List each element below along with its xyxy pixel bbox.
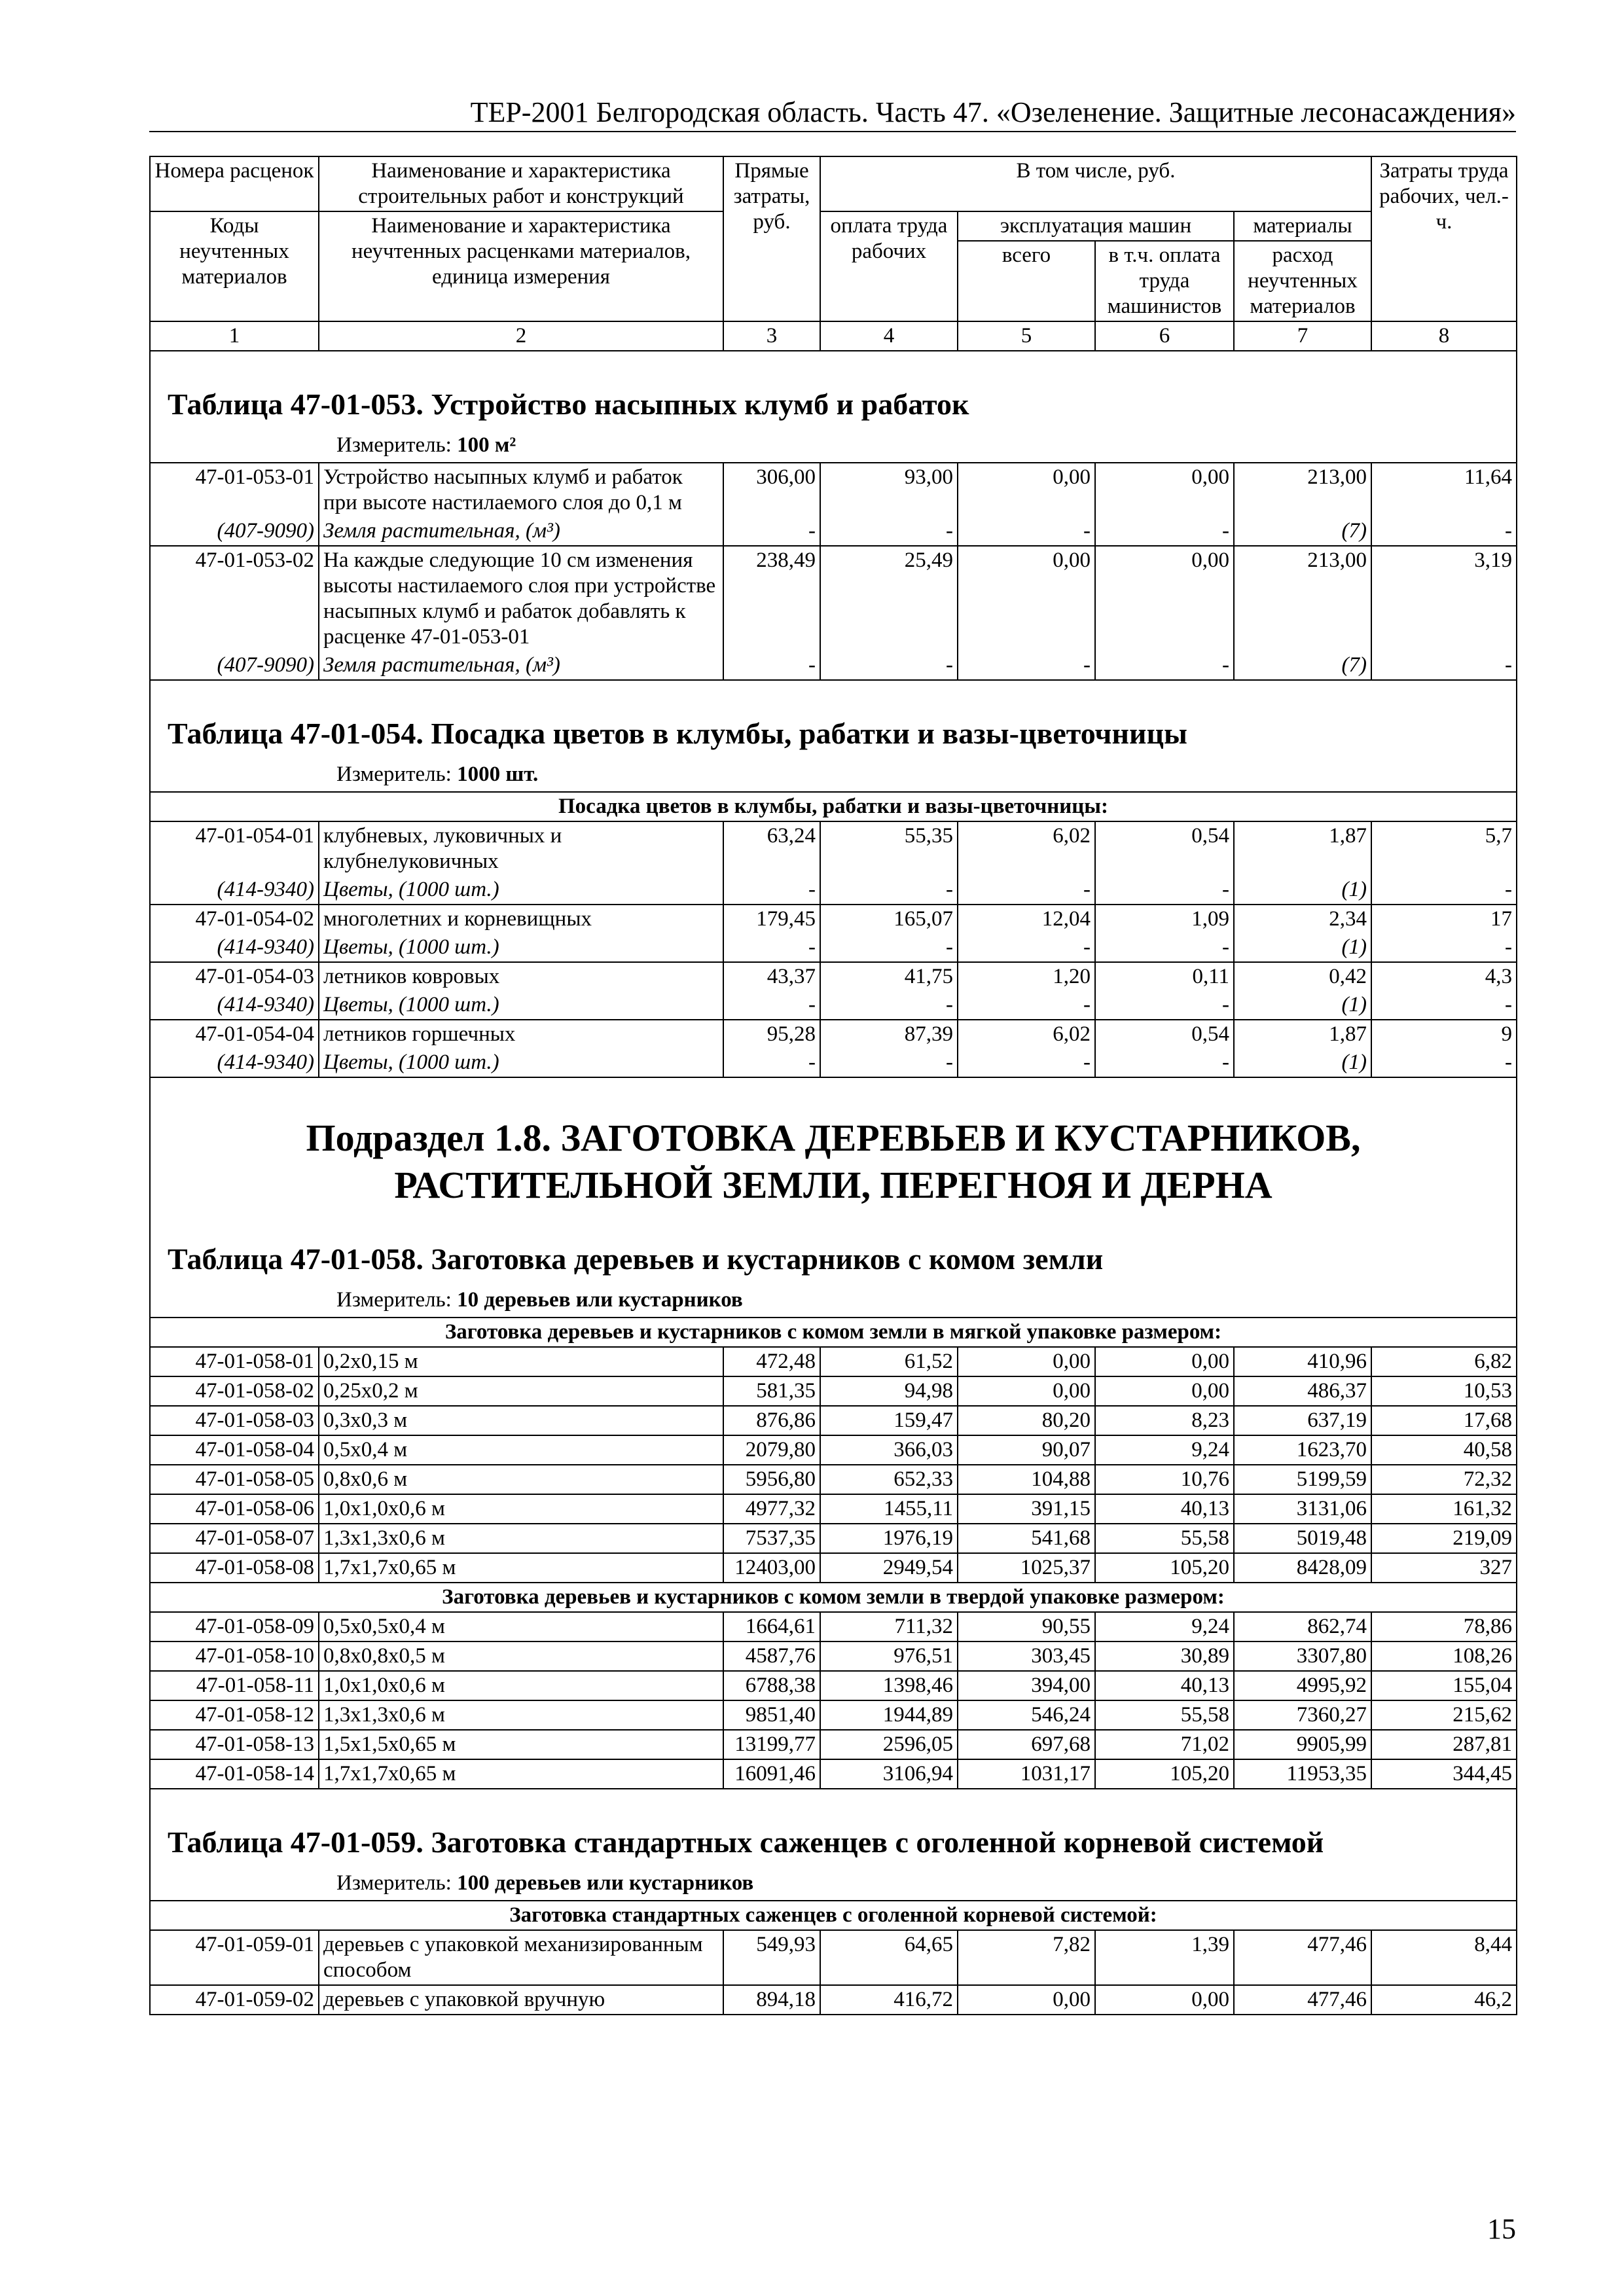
rate-code: 47-01-058-02: [150, 1376, 319, 1406]
direct-costs: 13199,77: [723, 1730, 820, 1759]
col-material-name-header: Наименование и характеристика неучтенных расценками материалов, единица измерения: [319, 211, 723, 321]
col-including-header: В том числе, руб.: [820, 156, 1371, 211]
worker-pay: 416,72: [820, 1985, 958, 2015]
col-work-name-header: Наименование и характеристика строительных работ и конструкций: [319, 156, 723, 211]
rate-code: 47-01-058-10: [150, 1641, 319, 1671]
col-number: 3: [723, 321, 820, 351]
rate-code: 47-01-058-01: [150, 1347, 319, 1376]
materials-cost: 3131,06: [1234, 1494, 1371, 1524]
rate-name: 1,3х1,3х0,6 м: [319, 1700, 723, 1730]
rate-code: 47-01-058-09: [150, 1612, 319, 1641]
table-row: [150, 1930, 1517, 1985]
table-row: [150, 1700, 1517, 1730]
table-row: [150, 1641, 1517, 1671]
machines-total: 0,00: [958, 1985, 1095, 2015]
table-row: [150, 1671, 1517, 1700]
rate-name: 0,5х0,4 м: [319, 1435, 723, 1465]
materials-cost: 410,96: [1234, 1347, 1371, 1376]
rate-sheet: [149, 156, 1516, 2015]
rate-name: деревьев с упаковкой механизированным способом: [319, 1930, 723, 1985]
machines-total: 0,00: [958, 1347, 1095, 1376]
labor-hours: 215,62: [1371, 1700, 1517, 1730]
table-row: 47-01-053-02 На каждые следующие 10 см изменения высоты настилаемого слоя при устройстве насыпных клумб и рабаток добавлять к расценке 47-01-053-01 238,49 25,49 0,00 0,00 213,00 3,19: [150, 546, 1517, 651]
rate-code: 47-01-058-13: [150, 1730, 319, 1759]
table-row: [150, 1612, 1517, 1641]
rate-code: 47-01-058-03: [150, 1406, 319, 1435]
machines-total: 1031,17: [958, 1759, 1095, 1789]
rate-code: 47-01-058-07: [150, 1524, 319, 1553]
direct-costs: 5956,80: [723, 1465, 820, 1494]
col-labor-hours-header: Затраты труда рабочих, чел.-ч.: [1371, 156, 1517, 321]
worker-pay: 711,32: [820, 1612, 958, 1641]
rate-code: 47-01-058-04: [150, 1435, 319, 1465]
materials-cost: 5019,48: [1234, 1524, 1371, 1553]
machinist-pay: 30,89: [1095, 1641, 1234, 1671]
labor-hours: 78,86: [1371, 1612, 1517, 1641]
material-row: (414-9340) Цветы, (1000 шт.) - - - - (1) -: [150, 991, 1517, 1020]
rate-code: 47-01-058-06: [150, 1494, 319, 1524]
machinist-pay: 0,00: [1095, 1985, 1234, 2015]
rate-name: 0,5х0,5х0,4 м: [319, 1612, 723, 1641]
labor-hours: 40,58: [1371, 1435, 1517, 1465]
labor-hours: 344,45: [1371, 1759, 1517, 1789]
labor-hours: 46,2: [1371, 1985, 1517, 2015]
col-number: 8: [1371, 321, 1517, 351]
col-number: 2: [319, 321, 723, 351]
table-row: [150, 1465, 1517, 1494]
table-title-054: Таблица 47-01-054. Посадка цветов в клумбы, рабатки и вазы-цветочницы: [150, 680, 1517, 759]
table-title-059: Таблица 47-01-059. Заготовка стандартных саженцев с оголенной корневой системой: [150, 1789, 1517, 1868]
table-row: [150, 1524, 1517, 1553]
worker-pay: 64,65: [820, 1930, 958, 1985]
worker-pay: 1976,19: [820, 1524, 958, 1553]
table-row: [150, 1435, 1517, 1465]
col-machines-total-header: всего: [958, 241, 1095, 321]
rate-name: 0,25х0,2 м: [319, 1376, 723, 1406]
machinist-pay: 55,58: [1095, 1700, 1234, 1730]
rate-name: 1,7х1,7х0,65 м: [319, 1553, 723, 1583]
table-row: [150, 1985, 1517, 2015]
labor-hours: 219,09: [1371, 1524, 1517, 1553]
rate-name: 1,0х1,0х0,6 м: [319, 1494, 723, 1524]
rate-code: 47-01-058-12: [150, 1700, 319, 1730]
machines-total: 90,07: [958, 1435, 1095, 1465]
materials-cost: 637,19: [1234, 1406, 1371, 1435]
table-row: [150, 1759, 1517, 1789]
subheading-054: Посадка цветов в клумбы, рабатки и вазы-цветочницы:: [150, 792, 1517, 821]
materials-cost: 4995,92: [1234, 1671, 1371, 1700]
labor-hours: 108,26: [1371, 1641, 1517, 1671]
worker-pay: 1455,11: [820, 1494, 958, 1524]
machines-total: 546,24: [958, 1700, 1095, 1730]
labor-hours: 8,44: [1371, 1930, 1517, 1985]
materials-cost: 477,46: [1234, 1930, 1371, 1985]
machines-total: 7,82: [958, 1930, 1095, 1985]
table-row: [150, 1406, 1517, 1435]
direct-costs: 4587,76: [723, 1641, 820, 1671]
col-materials-header: материалы: [1234, 211, 1371, 241]
worker-pay: 976,51: [820, 1641, 958, 1671]
machines-total: 90,55: [958, 1612, 1095, 1641]
worker-pay: 2596,05: [820, 1730, 958, 1759]
direct-costs: 7537,35: [723, 1524, 820, 1553]
rate-name: 1,3х1,3х0,6 м: [319, 1524, 723, 1553]
materials-cost: 8428,09: [1234, 1553, 1371, 1583]
machinist-pay: 105,20: [1095, 1759, 1234, 1789]
machinist-pay: 40,13: [1095, 1671, 1234, 1700]
rate-name: 1,0х1,0х0,6 м: [319, 1671, 723, 1700]
rate-name: деревьев с упаковкой вручную: [319, 1985, 723, 2015]
direct-costs: 12403,00: [723, 1553, 820, 1583]
col-number: 7: [1234, 321, 1371, 351]
materials-cost: 477,46: [1234, 1985, 1371, 2015]
machinist-pay: 9,24: [1095, 1435, 1234, 1465]
direct-costs: 472,48: [723, 1347, 820, 1376]
machines-total: 697,68: [958, 1730, 1095, 1759]
material-row: (414-9340) Цветы, (1000 шт.) - - - - (1) -: [150, 1049, 1517, 1077]
machinist-pay: 9,24: [1095, 1612, 1234, 1641]
subheading-058-soft: Заготовка деревьев и кустарников с комом земли в мягкой упаковке размером:: [150, 1318, 1517, 1347]
machines-total: 1025,37: [958, 1553, 1095, 1583]
machinist-pay: 71,02: [1095, 1730, 1234, 1759]
machines-total: 80,20: [958, 1406, 1095, 1435]
section-heading-line2: РАСТИТЕЛЬНОЙ ЗЕМЛИ, ПЕРЕГНОЯ И ДЕРНА: [394, 1164, 1272, 1206]
materials-cost: 7360,27: [1234, 1700, 1371, 1730]
direct-costs: 549,93: [723, 1930, 820, 1985]
subheading-059: Заготовка стандартных саженцев с оголенной корневой системой:: [150, 1901, 1517, 1930]
direct-costs: 2079,80: [723, 1435, 820, 1465]
machines-total: 394,00: [958, 1671, 1095, 1700]
direct-costs: 1664,61: [723, 1612, 820, 1641]
material-row: (407-9090) Земля растительная, (м³) - - - - (7) -: [150, 651, 1517, 680]
machinist-pay: 0,00: [1095, 1347, 1234, 1376]
machinist-pay: 40,13: [1095, 1494, 1234, 1524]
document-header: ТЕР-2001 Белгородская область. Часть 47. «Озеленение. Защитные лесонасаждения»: [470, 96, 1516, 128]
materials-cost: 862,74: [1234, 1612, 1371, 1641]
worker-pay: 94,98: [820, 1376, 958, 1406]
materials-cost: 5199,59: [1234, 1465, 1371, 1494]
measure-053: Измеритель: 100 м²: [150, 430, 1517, 463]
section-heading-line1: Подраздел 1.8. ЗАГОТОВКА ДЕРЕВЬЕВ И КУСТАРНИКОВ,: [306, 1117, 1361, 1159]
labor-hours: 17,68: [1371, 1406, 1517, 1435]
labor-hours: 6,82: [1371, 1347, 1517, 1376]
col-number: 6: [1095, 321, 1234, 351]
page-number: 15: [1487, 2213, 1516, 2245]
machinist-pay: 8,23: [1095, 1406, 1234, 1435]
machines-total: 303,45: [958, 1641, 1095, 1671]
labor-hours: 10,53: [1371, 1376, 1517, 1406]
table-header: [150, 156, 1517, 351]
subheading-058-hard: Заготовка деревьев и кустарников с комом земли в твердой упаковке размером:: [150, 1583, 1517, 1612]
material-row: (414-9340) Цветы, (1000 шт.) - - - - (1) -: [150, 933, 1517, 962]
col-number: 1: [150, 321, 319, 351]
machines-total: 391,15: [958, 1494, 1095, 1524]
machines-total: 104,88: [958, 1465, 1095, 1494]
machinist-pay: 55,58: [1095, 1524, 1234, 1553]
table-row: [150, 1730, 1517, 1759]
rate-code: 47-01-058-08: [150, 1553, 319, 1583]
rates-table: [149, 156, 1517, 2015]
machinist-pay: 1,39: [1095, 1930, 1234, 1985]
worker-pay: 159,47: [820, 1406, 958, 1435]
rate-code: 47-01-058-11: [150, 1671, 319, 1700]
col-direct-costs-header: Прямые затраты, руб.: [723, 156, 820, 321]
direct-costs: 16091,46: [723, 1759, 820, 1789]
direct-costs: 6788,38: [723, 1671, 820, 1700]
rate-name: 0,8х0,6 м: [319, 1465, 723, 1494]
table-row: 47-01-053-01 Устройство насыпных клумб и рабаток при высоте настилаемого слоя до 0,1 м 306,00 93,00 0,00 0,00 213,00 11,64: [150, 463, 1517, 517]
rate-code: 47-01-058-14: [150, 1759, 319, 1789]
direct-costs: 894,18: [723, 1985, 820, 2015]
materials-cost: 486,37: [1234, 1376, 1371, 1406]
machines-total: 0,00: [958, 1376, 1095, 1406]
labor-hours: 161,32: [1371, 1494, 1517, 1524]
table-row: 47-01-054-01 клубневых, луковичных и клубнелуковичных 63,24 55,35 6,02 0,54 1,87 5,7: [150, 821, 1517, 876]
col-number: 4: [820, 321, 958, 351]
machinist-pay: 0,00: [1095, 1376, 1234, 1406]
table-row: [150, 1553, 1517, 1583]
col-rate-number-header: Номера расценок: [150, 156, 319, 211]
table-row: [150, 1494, 1517, 1524]
measure-054: Измеритель: 1000 шт.: [150, 759, 1517, 792]
table-title-053: Таблица 47-01-053. Устройство насыпных клумб и рабаток: [150, 351, 1517, 430]
rate-name: 0,2х0,15 м: [319, 1347, 723, 1376]
materials-cost: 3307,80: [1234, 1641, 1371, 1671]
measure-059: Измеритель: 100 деревьев или кустарников: [150, 1868, 1517, 1901]
worker-pay: 1398,46: [820, 1671, 958, 1700]
worker-pay: 652,33: [820, 1465, 958, 1494]
table-row: [150, 1376, 1517, 1406]
direct-costs: 876,86: [723, 1406, 820, 1435]
table-row: 47-01-054-03 летников ковровых 43,37 41,75 1,20 0,11 0,42 4,3: [150, 962, 1517, 991]
col-material-code-header: Коды неучтенных материалов: [150, 211, 319, 321]
rate-name: 0,8х0,8х0,5 м: [319, 1641, 723, 1671]
labor-hours: 287,81: [1371, 1730, 1517, 1759]
worker-pay: 3106,94: [820, 1759, 958, 1789]
table-row: 47-01-054-02 многолетних и корневищных 179,45 165,07 12,04 1,09 2,34 17: [150, 905, 1517, 933]
direct-costs: 4977,32: [723, 1494, 820, 1524]
materials-cost: 11953,35: [1234, 1759, 1371, 1789]
table-row: [150, 1347, 1517, 1376]
worker-pay: 61,52: [820, 1347, 958, 1376]
rate-code: 47-01-059-01: [150, 1930, 319, 1985]
table-title-058: Таблица 47-01-058. Заготовка деревьев и кустарников с комом земли: [150, 1215, 1517, 1285]
labor-hours: 72,32: [1371, 1465, 1517, 1494]
col-worker-pay-header: оплата труда рабочих: [820, 211, 958, 321]
worker-pay: 366,03: [820, 1435, 958, 1465]
direct-costs: 9851,40: [723, 1700, 820, 1730]
material-row: (414-9340) Цветы, (1000 шт.) - - - - (1) -: [150, 876, 1517, 905]
rate-code: 47-01-059-02: [150, 1985, 319, 2015]
rate-name: 1,5х1,5х0,65 м: [319, 1730, 723, 1759]
rate-name: 0,3х0,3 м: [319, 1406, 723, 1435]
col-machines-header: эксплуатация машин: [958, 211, 1234, 241]
col-material-usage-header: расход неучтенных материалов: [1234, 241, 1371, 321]
table-row: 47-01-054-04 летников горшечных 95,28 87,39 6,02 0,54 1,87 9: [150, 1020, 1517, 1049]
materials-cost: 1623,70: [1234, 1435, 1371, 1465]
header-rule: [149, 131, 1516, 132]
rate-code: 47-01-058-05: [150, 1465, 319, 1494]
direct-costs: 581,35: [723, 1376, 820, 1406]
material-row: (407-9090) Земля растительная, (м³) - - - - (7) -: [150, 517, 1517, 546]
measure-058: Измеритель: 10 деревьев или кустарников: [150, 1285, 1517, 1318]
machinist-pay: 105,20: [1095, 1553, 1234, 1583]
machinist-pay: 10,76: [1095, 1465, 1234, 1494]
worker-pay: 1944,89: [820, 1700, 958, 1730]
worker-pay: 2949,54: [820, 1553, 958, 1583]
labor-hours: 327: [1371, 1553, 1517, 1583]
section-heading: [150, 1077, 1517, 1215]
machines-total: 541,68: [958, 1524, 1095, 1553]
labor-hours: 155,04: [1371, 1671, 1517, 1700]
col-machinist-pay-header: в т.ч. оплата труда машинистов: [1095, 241, 1234, 321]
col-number: 5: [958, 321, 1095, 351]
rate-name: 1,7х1,7х0,65 м: [319, 1759, 723, 1789]
materials-cost: 9905,99: [1234, 1730, 1371, 1759]
